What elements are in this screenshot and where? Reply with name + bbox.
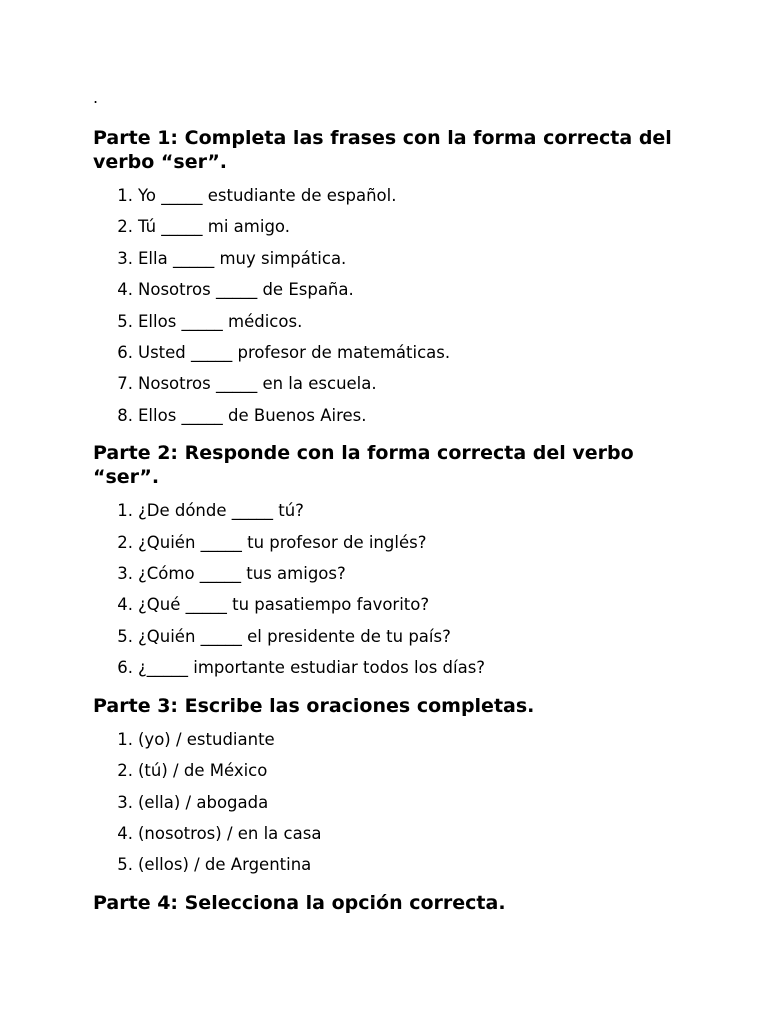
section-4 bbox=[93, 891, 693, 915]
item-number: 7. bbox=[117, 374, 133, 394]
exercise-item bbox=[93, 849, 693, 880]
item-text: ¿Qué _____ tu pasatiempo favorito? bbox=[138, 595, 430, 615]
exercise-item bbox=[93, 243, 693, 274]
exercise-list bbox=[93, 724, 693, 881]
item-text: Usted _____ profesor de matemáticas. bbox=[138, 343, 451, 363]
item-text: Ella _____ muy simpática. bbox=[138, 248, 347, 268]
section-3 bbox=[93, 694, 693, 881]
exercise-item bbox=[93, 274, 693, 305]
exercise-item bbox=[93, 787, 693, 818]
item-number: 2. bbox=[117, 761, 133, 781]
item-text: ¿Quién _____ el presidente de tu país? bbox=[138, 626, 451, 646]
exercise-item bbox=[93, 400, 693, 431]
item-text: Yo _____ estudiante de español. bbox=[138, 186, 397, 205]
item-text: (ellos) / de Argentina bbox=[138, 855, 312, 875]
item-number: 3. bbox=[117, 248, 133, 268]
item-number: 5. bbox=[117, 626, 133, 646]
item-number: 2. bbox=[117, 217, 133, 237]
exercise-item bbox=[93, 211, 693, 242]
item-text: Nosotros _____ en la escuela. bbox=[138, 374, 377, 394]
section-title: Parte 3: Escribe las oraciones completas. bbox=[93, 694, 535, 717]
item-number: 4. bbox=[117, 823, 133, 843]
section-2 bbox=[93, 441, 693, 683]
section-1 bbox=[93, 126, 693, 431]
item-number: 3. bbox=[117, 792, 133, 812]
item-text: ¿_____ importante estudiar todos los días? bbox=[138, 658, 486, 678]
section-title: Parte 2: Responde con la forma correcta del verbo “ser”. bbox=[93, 442, 634, 489]
item-number: 8. bbox=[117, 405, 133, 425]
leading-dot: . bbox=[93, 88, 99, 107]
item-number: 2. bbox=[117, 532, 133, 552]
item-number: 1. bbox=[117, 186, 133, 205]
exercise-item bbox=[93, 724, 693, 755]
item-text: Ellos _____ médicos. bbox=[138, 311, 303, 331]
item-number: 5. bbox=[117, 855, 133, 875]
item-text: ¿Cómo _____ tus amigos? bbox=[138, 564, 346, 584]
item-number: 1. bbox=[117, 501, 133, 521]
item-text: (tú) / de México bbox=[138, 761, 268, 781]
item-number: 6. bbox=[117, 343, 133, 363]
exercise-item bbox=[93, 180, 693, 211]
exercise-item bbox=[93, 818, 693, 849]
sections-container bbox=[93, 126, 693, 915]
exercise-item bbox=[93, 495, 693, 526]
item-number: 5. bbox=[117, 311, 133, 331]
item-number: 6. bbox=[117, 658, 133, 678]
exercise-item bbox=[93, 527, 693, 558]
exercise-item bbox=[93, 368, 693, 399]
item-text: Ellos _____ de Buenos Aires. bbox=[138, 405, 367, 425]
section-title: Parte 4: Selecciona la opción correcta. bbox=[93, 891, 506, 914]
item-number: 4. bbox=[117, 595, 133, 615]
exercise-list bbox=[93, 495, 693, 683]
exercise-item bbox=[93, 652, 693, 683]
item-text: (ella) / abogada bbox=[138, 792, 269, 812]
exercise-list bbox=[93, 180, 693, 431]
exercise-item bbox=[93, 306, 693, 337]
exercise-item bbox=[93, 558, 693, 589]
section-title: Parte 1: Completa las frases con la forma correcta del verbo “ser”. bbox=[93, 127, 672, 173]
exercise-item bbox=[93, 337, 693, 368]
item-text: Nosotros _____ de España. bbox=[138, 280, 354, 300]
item-text: ¿Quién _____ tu profesor de inglés? bbox=[138, 532, 427, 552]
item-text: Tú _____ mi amigo. bbox=[138, 217, 290, 237]
item-text: ¿De dónde _____ tú? bbox=[138, 501, 304, 521]
item-number: 3. bbox=[117, 564, 133, 584]
exercise-item bbox=[93, 621, 693, 652]
document-page bbox=[93, 88, 693, 921]
item-number: 4. bbox=[117, 280, 133, 300]
exercise-item bbox=[93, 755, 693, 786]
exercise-item bbox=[93, 589, 693, 620]
item-text: (yo) / estudiante bbox=[138, 729, 275, 749]
item-number: 1. bbox=[117, 729, 133, 749]
item-text: (nosotros) / en la casa bbox=[138, 823, 322, 843]
